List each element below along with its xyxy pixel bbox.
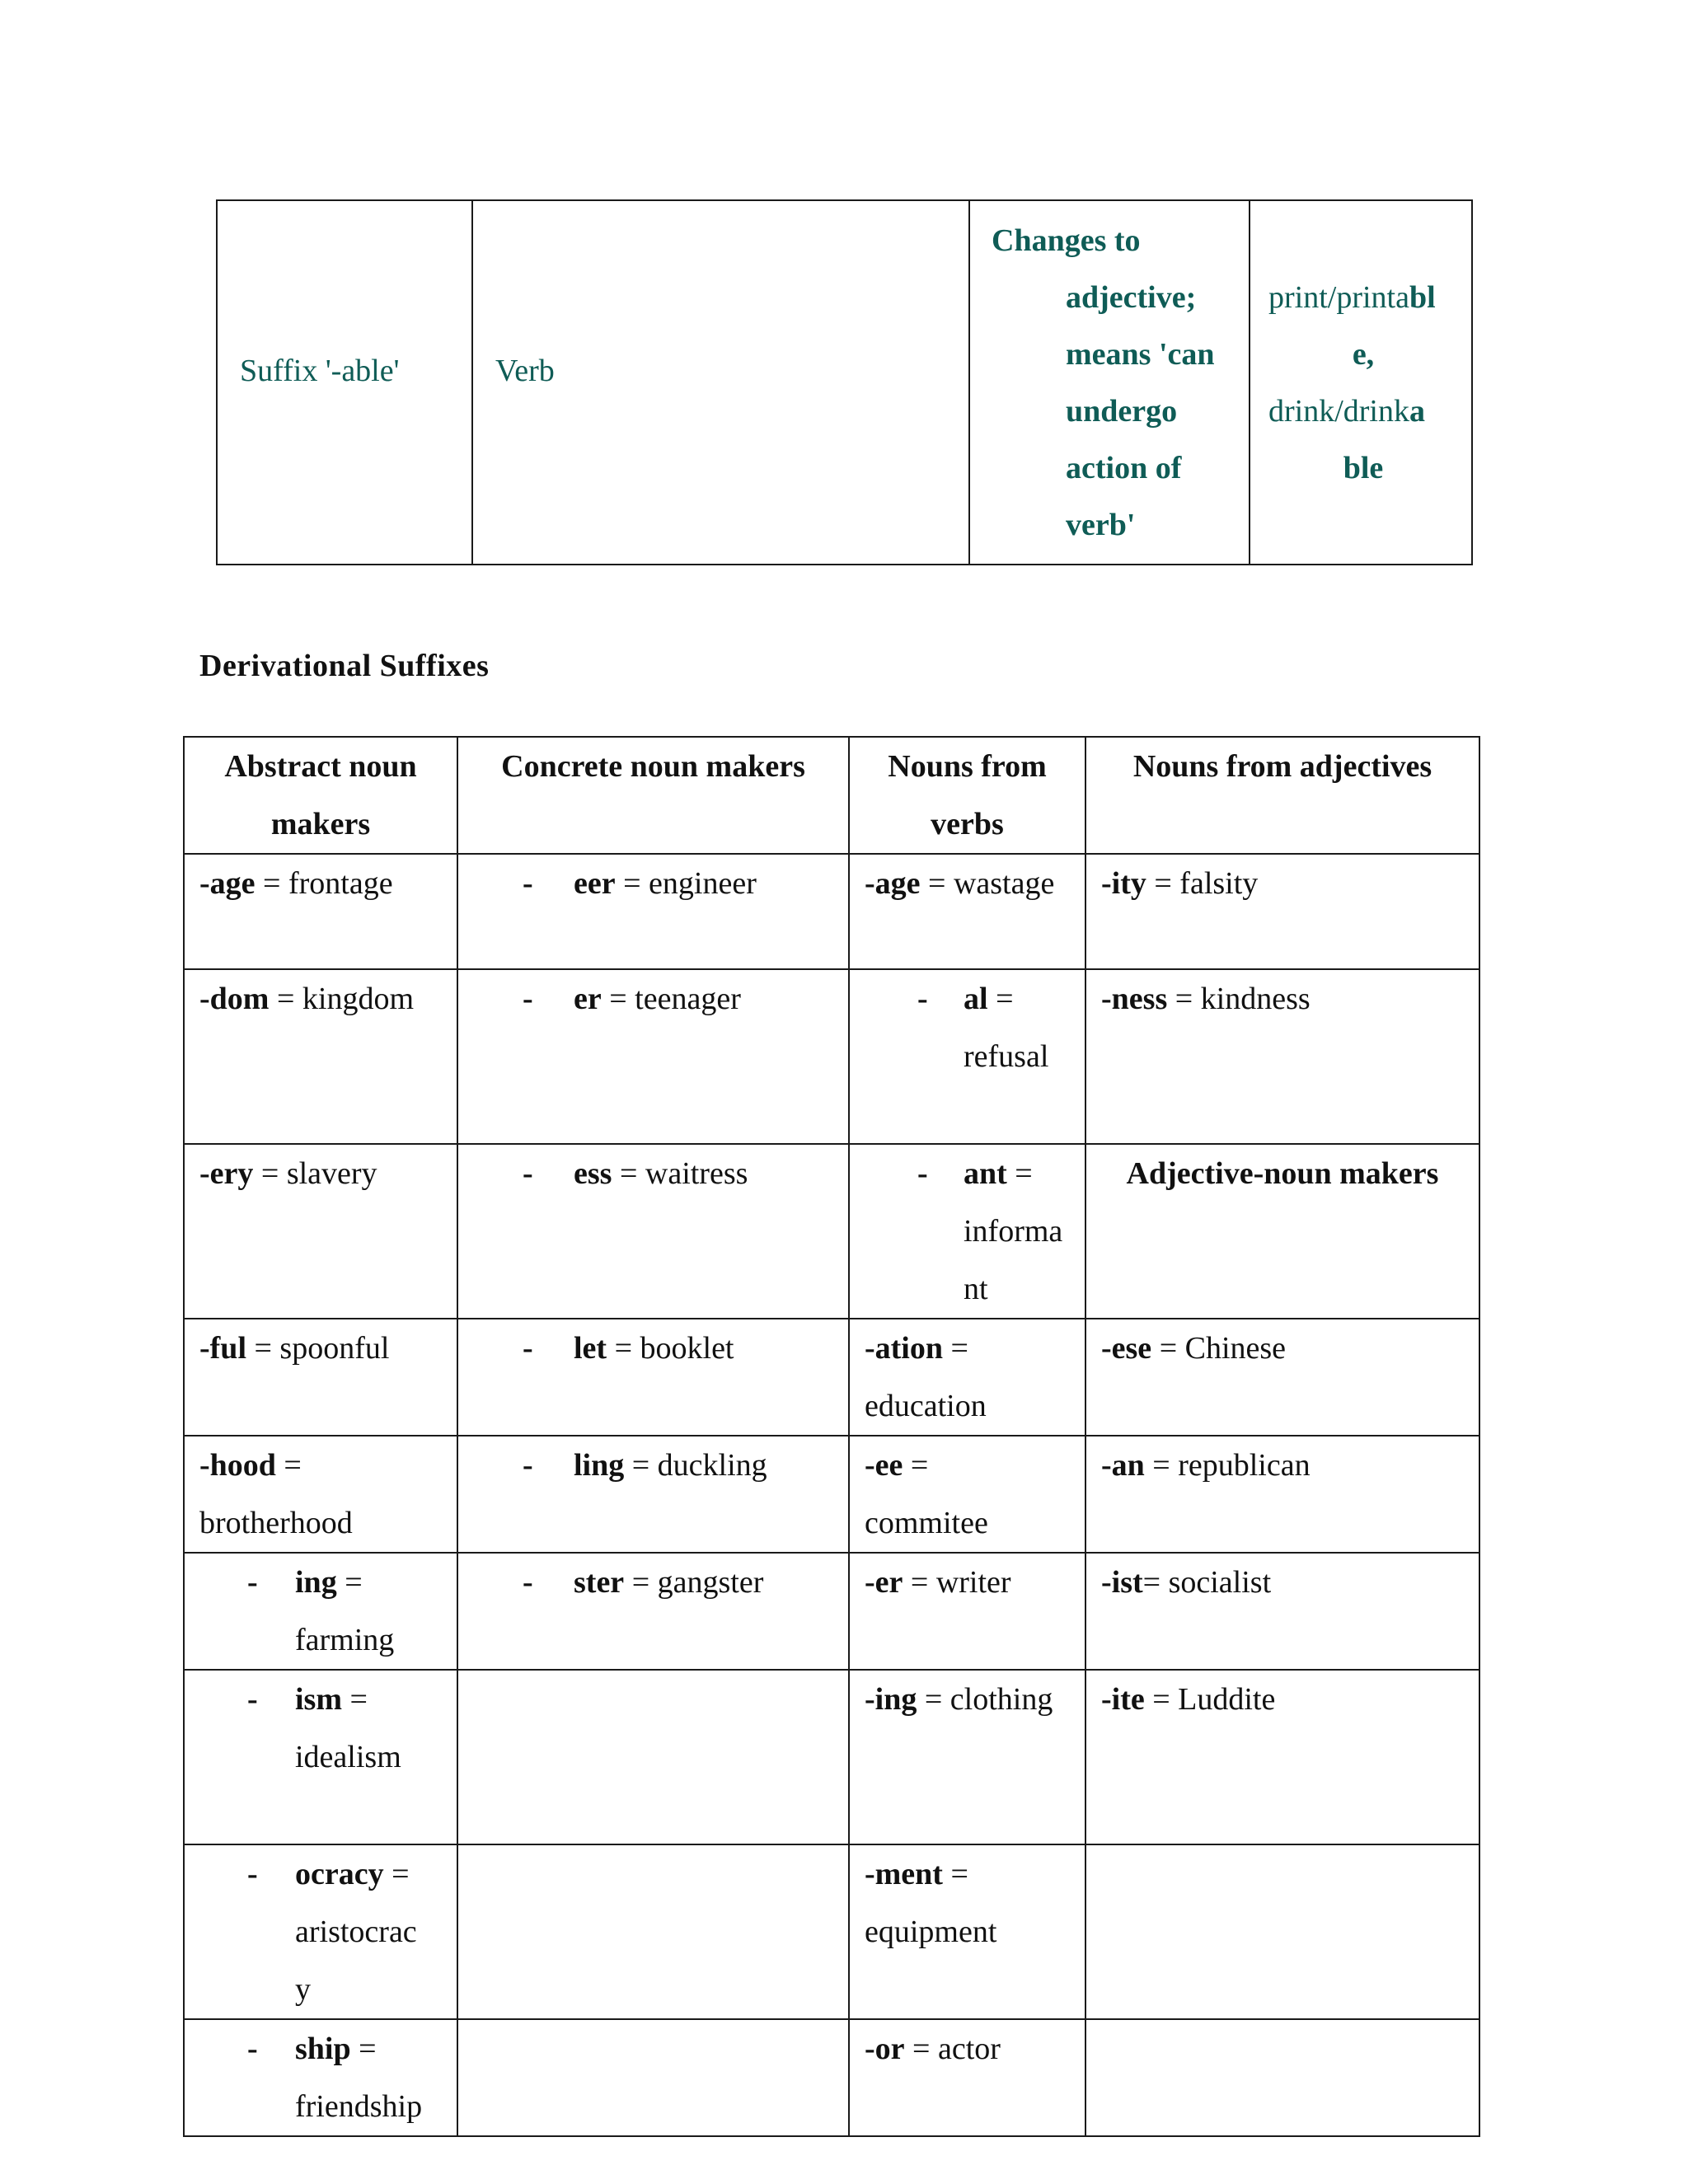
suffix-name: ess bbox=[574, 1156, 612, 1191]
able-example-text bbox=[1268, 269, 1458, 497]
table-row bbox=[184, 1844, 1479, 2019]
table-cell bbox=[1085, 1436, 1479, 1553]
subheader-text: Adjective-noun makers bbox=[1126, 1156, 1439, 1191]
table-cell bbox=[1085, 1319, 1479, 1436]
able-base-cell bbox=[472, 200, 969, 565]
able-meaning-line: means 'can bbox=[1066, 337, 1215, 372]
table-cell bbox=[849, 1319, 1085, 1436]
suffix-entry-line bbox=[199, 1145, 457, 1202]
able-example-bold: a bbox=[1409, 394, 1425, 429]
table-cell bbox=[849, 1436, 1085, 1553]
suffix-entry-text bbox=[574, 855, 757, 912]
suffix-entry-line bbox=[1101, 1436, 1479, 1494]
suffix-entry-line bbox=[1101, 970, 1479, 1028]
suffix-example: = bbox=[942, 1857, 968, 1891]
suffix-entry-line bbox=[295, 1671, 401, 1728]
suffix-entry-line bbox=[865, 1319, 1085, 1377]
column-header-line: verbs bbox=[931, 807, 1004, 841]
suffix-entry-line bbox=[865, 855, 1085, 912]
table-cell bbox=[184, 2019, 457, 2136]
suffix-example-cont: commitee bbox=[865, 1506, 988, 1540]
suffix-example: = waitress bbox=[612, 1156, 748, 1191]
suffix-entry-line bbox=[865, 2020, 1085, 2078]
suffix-entry-text bbox=[574, 1145, 748, 1202]
suffix-name: -ery bbox=[199, 1156, 254, 1191]
table-cell bbox=[1085, 1844, 1479, 2019]
suffix-name: eer bbox=[574, 866, 616, 901]
suffix-example: = bbox=[943, 1331, 968, 1366]
able-base-label: Verb bbox=[495, 354, 555, 388]
suffix-entry-line bbox=[865, 1845, 1085, 1903]
bullet-dash: - bbox=[247, 1565, 258, 1600]
suffix-entry-line bbox=[574, 970, 741, 1028]
suffix-example: = Chinese bbox=[1151, 1331, 1287, 1366]
table-cell bbox=[849, 1553, 1085, 1670]
table-row bbox=[184, 854, 1479, 969]
suffix-name: ism bbox=[295, 1682, 342, 1717]
suffix-name: ocracy bbox=[295, 1857, 384, 1891]
suffix-example: = frontage bbox=[255, 866, 393, 901]
suffix-table-body bbox=[184, 737, 1479, 2136]
suffix-example-cont: farming bbox=[295, 1623, 395, 1657]
suffix-name: -ee bbox=[865, 1448, 903, 1483]
able-meaning-line: action of bbox=[1066, 451, 1182, 485]
table-cell bbox=[1085, 854, 1479, 969]
suffix-example-cont: friendship bbox=[295, 2089, 423, 2124]
suffix-name: ant bbox=[964, 1156, 1007, 1191]
able-suffix-table bbox=[216, 199, 1473, 565]
suffix-entry-line bbox=[865, 1554, 1085, 1611]
able-example-cell bbox=[1250, 200, 1472, 565]
table-cell bbox=[849, 2019, 1085, 2136]
column-header-line: makers bbox=[270, 807, 371, 841]
suffix-entry-text bbox=[295, 1554, 394, 1669]
table-cell bbox=[184, 1436, 457, 1553]
suffix-entry bbox=[473, 1145, 848, 1202]
suffix-name: -ation bbox=[865, 1331, 943, 1366]
table-cell bbox=[849, 1670, 1085, 1844]
table-row bbox=[184, 1553, 1479, 1670]
suffix-example: = actor bbox=[904, 2032, 1001, 2066]
bullet-dash: - bbox=[523, 866, 533, 901]
column-header-line: Nouns from adjectives bbox=[1132, 749, 1432, 784]
suffix-entry-line bbox=[574, 855, 757, 912]
suffix-entry-line bbox=[199, 855, 457, 912]
suffix-name: -ity bbox=[1101, 866, 1146, 901]
suffix-name: -ing bbox=[865, 1682, 917, 1717]
bullet-dash: - bbox=[247, 2032, 258, 2066]
suffix-name: -age bbox=[199, 866, 256, 901]
suffix-example: = bbox=[1006, 1156, 1033, 1191]
suffix-entry-line bbox=[574, 1319, 734, 1377]
suffix-name: -ese bbox=[1101, 1331, 1152, 1366]
suffix-example: = writer bbox=[903, 1565, 1011, 1600]
suffix-entry-text bbox=[964, 970, 1048, 1085]
suffix-example: = socialist bbox=[1142, 1565, 1272, 1600]
bullet-dash: - bbox=[917, 1156, 928, 1191]
suffix-example-cont: refusal bbox=[964, 1039, 1049, 1074]
suffix-name: er bbox=[574, 982, 602, 1016]
suffix-name: -ful bbox=[199, 1331, 246, 1366]
suffix-entry-line bbox=[199, 1319, 457, 1377]
suffix-example: = booklet bbox=[607, 1331, 734, 1366]
suffix-entry-line bbox=[1101, 1319, 1479, 1377]
table-cell bbox=[184, 854, 457, 969]
suffix-entry-line bbox=[574, 1145, 748, 1202]
suffix-name: ship bbox=[295, 2032, 351, 2066]
suffix-entry bbox=[473, 1436, 848, 1494]
table-row bbox=[184, 1670, 1479, 1844]
able-example-line bbox=[1268, 326, 1458, 383]
suffix-example-cont: education bbox=[865, 1389, 987, 1423]
suffix-name: let bbox=[574, 1331, 607, 1366]
suffix-entry bbox=[473, 970, 848, 1028]
suffix-entry bbox=[473, 1319, 848, 1377]
suffix-example: = teenager bbox=[601, 982, 741, 1016]
suffix-example-cont: y bbox=[295, 1972, 311, 2007]
suffix-entry-line bbox=[964, 1145, 1062, 1202]
suffix-entry bbox=[199, 1554, 457, 1669]
table-cell bbox=[849, 854, 1085, 969]
table-row bbox=[184, 969, 1479, 1144]
table-cell bbox=[1085, 1144, 1479, 1319]
table-row bbox=[184, 2019, 1479, 2136]
suffix-entry bbox=[199, 1671, 457, 1786]
bullet-dash: - bbox=[523, 1565, 533, 1600]
bullet-dash: - bbox=[523, 1156, 533, 1191]
suffix-entry bbox=[199, 2020, 457, 2135]
able-meaning-line: verb' bbox=[1066, 508, 1136, 542]
suffix-entry-text bbox=[295, 1845, 417, 2018]
able-suffix-cell bbox=[217, 200, 472, 565]
suffix-entry-line bbox=[865, 1436, 1085, 1494]
suffix-example: = spoonful bbox=[246, 1331, 390, 1366]
suffix-name: -ite bbox=[1101, 1682, 1145, 1717]
table-cell bbox=[1085, 969, 1479, 1144]
bullet-dash: - bbox=[247, 1857, 258, 1891]
table-cell bbox=[184, 1844, 457, 2019]
suffix-entry-line bbox=[1101, 1554, 1479, 1611]
suffix-entry-line bbox=[1101, 1671, 1479, 1728]
suffix-entry bbox=[473, 855, 848, 912]
suffix-example: = bbox=[383, 1857, 410, 1891]
table-cell bbox=[457, 969, 849, 1144]
suffix-entry-line bbox=[295, 1845, 417, 1903]
table-row bbox=[184, 1319, 1479, 1436]
column-header bbox=[184, 737, 457, 854]
suffix-name: -ist bbox=[1101, 1565, 1143, 1600]
suffix-entry-line bbox=[574, 1436, 767, 1494]
table-cell bbox=[184, 1319, 457, 1436]
suffix-example: = slavery bbox=[253, 1156, 377, 1191]
suffix-entry-line bbox=[1101, 855, 1479, 912]
suffix-entry-line bbox=[199, 970, 457, 1028]
suffix-example-cont: aristocrac bbox=[295, 1915, 417, 1949]
suffix-entry-text bbox=[574, 1319, 734, 1377]
suffix-example: = bbox=[987, 982, 1014, 1016]
bullet-dash: - bbox=[247, 1682, 258, 1717]
bullet-dash: - bbox=[523, 1448, 533, 1483]
able-example-plain: drink/drink bbox=[1268, 394, 1409, 429]
table-cell bbox=[1085, 2019, 1479, 2136]
suffix-entry bbox=[865, 970, 1085, 1085]
suffix-entry-text bbox=[295, 1671, 401, 1786]
table-cell bbox=[184, 1553, 457, 1670]
suffix-example: = republican bbox=[1144, 1448, 1311, 1483]
able-meaning-lines bbox=[992, 269, 1215, 554]
suffix-entry-text bbox=[964, 1145, 1062, 1318]
able-example-bold: bl bbox=[1409, 280, 1436, 315]
suffix-entry-text bbox=[574, 1554, 763, 1611]
column-header bbox=[1085, 737, 1479, 854]
suffix-example: = bbox=[336, 1565, 363, 1600]
column-header bbox=[849, 737, 1085, 854]
suffix-example: = duckling bbox=[624, 1448, 767, 1483]
suffix-example-cont: brotherhood bbox=[199, 1506, 353, 1540]
table-cell bbox=[1085, 1553, 1479, 1670]
suffix-example: = kingdom bbox=[269, 982, 414, 1016]
able-meaning-first-line: Changes to bbox=[992, 223, 1141, 258]
able-suffix-label: Suffix '-able' bbox=[240, 354, 400, 388]
able-meaning-line: adjective; bbox=[1066, 280, 1197, 315]
suffix-entry bbox=[473, 1554, 848, 1611]
table-cell bbox=[849, 1844, 1085, 2019]
suffix-entry-text bbox=[295, 2020, 422, 2135]
table-cell bbox=[457, 2019, 849, 2136]
suffix-name: -ment bbox=[865, 1857, 943, 1891]
able-example-bold: ble bbox=[1343, 451, 1384, 485]
suffix-name: ster bbox=[574, 1565, 625, 1600]
suffix-name: -hood bbox=[199, 1448, 276, 1483]
table-cell bbox=[457, 1844, 849, 2019]
table-cell bbox=[184, 1670, 457, 1844]
able-example-line bbox=[1268, 269, 1458, 326]
bullet-dash: - bbox=[523, 1331, 533, 1366]
header-row bbox=[184, 737, 1479, 854]
suffix-example: = wastage bbox=[920, 866, 1055, 901]
suffix-example: = kindness bbox=[1167, 982, 1311, 1016]
suffix-entry-line bbox=[964, 970, 1048, 1028]
table-cell bbox=[457, 854, 849, 969]
suffix-entry bbox=[199, 1845, 457, 2018]
table-cell bbox=[184, 1144, 457, 1319]
suffix-example: = engineer bbox=[615, 866, 757, 901]
suffix-entry-line bbox=[295, 2020, 422, 2078]
able-meaning-cell bbox=[969, 200, 1250, 565]
table-row bbox=[184, 1144, 1479, 1319]
suffix-name: al bbox=[964, 982, 988, 1016]
suffix-name: -dom bbox=[199, 982, 270, 1016]
suffix-name: -er bbox=[865, 1565, 903, 1600]
suffix-entry-text bbox=[574, 1436, 767, 1494]
suffix-name: ling bbox=[574, 1448, 625, 1483]
column-header bbox=[457, 737, 849, 854]
table-cell bbox=[849, 969, 1085, 1144]
table-cell bbox=[457, 1670, 849, 1844]
suffix-entry-line bbox=[574, 1554, 763, 1611]
able-example-line bbox=[1268, 383, 1458, 440]
able-meaning-line: undergo bbox=[1066, 394, 1178, 429]
table-cell bbox=[1085, 1670, 1479, 1844]
bullet-dash: - bbox=[917, 982, 928, 1016]
suffix-name: -an bbox=[1101, 1448, 1145, 1483]
table-cell bbox=[184, 969, 457, 1144]
suffix-entry-line bbox=[295, 1554, 394, 1611]
column-header-line: Concrete noun makers bbox=[501, 749, 805, 784]
table-cell bbox=[457, 1144, 849, 1319]
suffix-example-cont: nt bbox=[964, 1272, 988, 1306]
table-cell bbox=[457, 1319, 849, 1436]
suffix-name: ing bbox=[295, 1565, 337, 1600]
suffix-name: -or bbox=[865, 2032, 905, 2066]
able-meaning-text bbox=[992, 213, 1215, 554]
table-cell bbox=[849, 1144, 1085, 1319]
suffix-entry bbox=[865, 1145, 1085, 1318]
suffix-name: -ness bbox=[1101, 982, 1168, 1016]
suffix-example: = clothing bbox=[917, 1682, 1053, 1717]
suffix-example-cont: equipment bbox=[865, 1915, 997, 1949]
derivational-suffixes-table bbox=[183, 736, 1480, 2137]
suffix-example: = Luddite bbox=[1144, 1682, 1276, 1717]
able-example-line bbox=[1268, 440, 1458, 497]
suffix-entry-text bbox=[574, 970, 741, 1028]
suffix-example: = bbox=[350, 2032, 377, 2066]
table-cell bbox=[457, 1553, 849, 1670]
suffix-example: = bbox=[342, 1682, 368, 1717]
column-header-line: Nouns from bbox=[888, 749, 1047, 784]
suffix-entry-line bbox=[199, 1436, 457, 1494]
suffix-example: = gangster bbox=[624, 1565, 764, 1600]
suffix-name: -age bbox=[865, 866, 921, 901]
bullet-dash: - bbox=[523, 982, 533, 1016]
suffix-example-cont: informa bbox=[964, 1214, 1063, 1249]
able-suffix-row bbox=[217, 200, 1472, 565]
suffix-example: = bbox=[275, 1448, 302, 1483]
section-heading: Derivational Suffixes bbox=[199, 649, 490, 683]
table-cell bbox=[457, 1436, 849, 1553]
suffix-example: = falsity bbox=[1146, 866, 1259, 901]
suffix-example: = bbox=[903, 1448, 929, 1483]
suffix-example-cont: idealism bbox=[295, 1740, 401, 1774]
able-example-plain: print/printa bbox=[1268, 280, 1409, 315]
table-row bbox=[184, 1436, 1479, 1553]
able-example-bold: e, bbox=[1352, 337, 1375, 372]
column-header-line: Abstract noun bbox=[224, 749, 417, 784]
suffix-entry-line bbox=[865, 1671, 1085, 1728]
